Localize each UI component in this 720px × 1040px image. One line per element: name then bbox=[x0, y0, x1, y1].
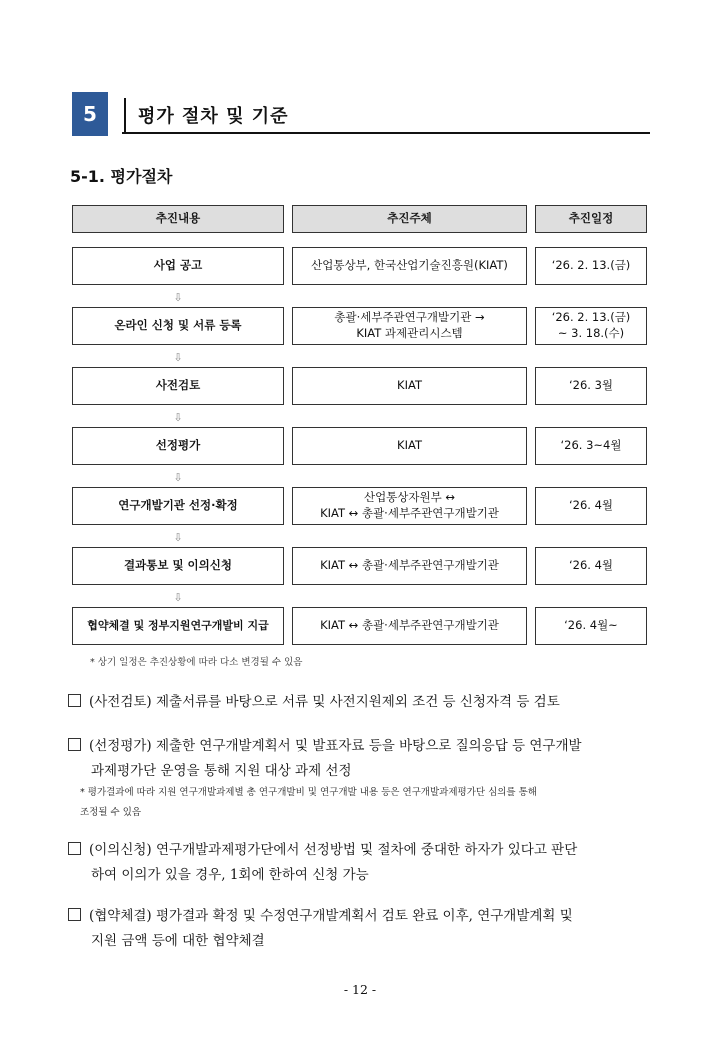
section-divider-bar bbox=[124, 98, 126, 132]
checkbox-bullet-icon bbox=[68, 908, 81, 921]
flow-down-arrow-icon: ⇩ bbox=[173, 470, 183, 484]
checkbox-bullet-icon bbox=[68, 738, 81, 751]
table-row-content: 사전검토 bbox=[72, 367, 284, 405]
paragraph-line: (사전검토) 제출서류를 바탕으로 서류 및 사전지원제외 조건 등 신청자격 등 검토 bbox=[89, 694, 560, 710]
footnote-line: * 평가결과에 따라 지원 연구개발과제별 총 연구개발비 및 연구개발 내용 등은 연구개발과제평가단 심의를 통해 bbox=[80, 787, 537, 798]
schedule-line: ~ 3. 18.(수) bbox=[557, 326, 625, 340]
bullet-paragraph bbox=[68, 734, 658, 784]
agent-line: KIAT bbox=[397, 378, 422, 393]
table-row-agent bbox=[292, 367, 527, 405]
flow-down-arrow-icon: ⇩ bbox=[173, 590, 183, 604]
paragraph-line: (이의신청) 연구개발과제평가단에서 선정방법 및 절차에 중대한 하자가 있다고 판단 bbox=[89, 842, 578, 858]
table-row-agent bbox=[292, 547, 527, 585]
agent-line: KIAT ↔ 총괄·세부주관연구개발기관 bbox=[320, 506, 499, 520]
table-row-content: 온라인 신청 및 서류 등록 bbox=[72, 307, 284, 345]
table-row-schedule bbox=[535, 487, 647, 525]
table-header-schedule: 추진일정 bbox=[535, 205, 647, 233]
schedule-line: ‘26. 2. 13.(금) bbox=[551, 258, 631, 273]
agent-line: KIAT bbox=[397, 438, 422, 453]
table-header-agent: 추진주체 bbox=[292, 205, 527, 233]
table-row-schedule bbox=[535, 607, 647, 645]
agent-line: 산업통상자원부 ↔ bbox=[363, 490, 456, 505]
bullet-paragraph bbox=[68, 690, 658, 715]
schedule-line: ‘26. 4월 bbox=[568, 558, 614, 573]
table-row-content: 연구개발기관 선정·확정 bbox=[72, 487, 284, 525]
flow-down-arrow-icon: ⇩ bbox=[173, 290, 183, 304]
agent-line: 산업통상부, 한국산업기술진흥원(KIAT) bbox=[311, 258, 508, 273]
subsection-title: 5-1. 평가절차 bbox=[70, 167, 173, 186]
flow-down-arrow-icon: ⇩ bbox=[173, 410, 183, 424]
paragraph-line: 하여 이의가 있을 경우, 1회에 한하여 신청 가능 bbox=[91, 867, 369, 883]
section-title: 평가 절차 및 기준 bbox=[138, 106, 289, 127]
checkbox-bullet-icon bbox=[68, 842, 81, 855]
table-row-schedule bbox=[535, 367, 647, 405]
schedule-line: ‘26. 4월 bbox=[568, 498, 614, 513]
agent-line: 총괄·세부주관연구개발기관 → bbox=[334, 310, 485, 325]
table-row-agent bbox=[292, 307, 527, 345]
paragraph-line: 과제평가단 운영을 통해 지원 대상 과제 선정 bbox=[91, 763, 352, 779]
bullet-paragraph bbox=[68, 838, 658, 888]
agent-line: KIAT ↔ 총괄·세부주관연구개발기관 bbox=[320, 618, 499, 633]
table-row-content: 결과통보 및 이의신청 bbox=[72, 547, 284, 585]
schedule-line: ‘26. 3월 bbox=[568, 378, 614, 393]
schedule-line: ‘26. 2. 13.(금) bbox=[551, 310, 631, 325]
flow-down-arrow-icon: ⇩ bbox=[173, 350, 183, 364]
schedule-note: * 상기 일정은 추진상황에 따라 다소 변경될 수 있음 bbox=[90, 657, 303, 668]
section-number-badge: 5 bbox=[72, 92, 108, 136]
table-row-schedule bbox=[535, 427, 647, 465]
table-row-agent bbox=[292, 607, 527, 645]
checkbox-bullet-icon bbox=[68, 694, 81, 707]
section-underline bbox=[122, 132, 650, 134]
table-header-content: 추진내용 bbox=[72, 205, 284, 233]
agent-line: KIAT ↔ 총괄·세부주관연구개발기관 bbox=[320, 558, 499, 573]
schedule-line: ‘26. 4월~ bbox=[564, 618, 618, 633]
paragraph-line: (선정평가) 제출한 연구개발계획서 및 발표자료 등을 바탕으로 질의응답 등 연구개발 bbox=[89, 738, 582, 754]
flow-down-arrow-icon: ⇩ bbox=[173, 530, 183, 544]
table-row-schedule bbox=[535, 247, 647, 285]
schedule-line: ‘26. 3~4월 bbox=[560, 438, 622, 453]
footnote-line: 조정될 수 있음 bbox=[80, 807, 142, 818]
table-row-agent bbox=[292, 487, 527, 525]
table-row-schedule bbox=[535, 547, 647, 585]
paragraph-line: (협약체결) 평가결과 확정 및 수정연구개발계획서 검토 완료 이후, 연구개발계획 및 bbox=[89, 908, 573, 924]
table-row-agent bbox=[292, 427, 527, 465]
footnote bbox=[80, 783, 660, 823]
agent-line: KIAT 과제관리시스템 bbox=[356, 326, 463, 340]
table-row-schedule bbox=[535, 307, 647, 345]
bullet-paragraph bbox=[68, 904, 658, 954]
page-number: - 12 - bbox=[343, 982, 377, 997]
table-row-content: 선정평가 bbox=[72, 427, 284, 465]
table-row-agent bbox=[292, 247, 527, 285]
table-row-content: 협약체결 및 정부지원연구개발비 지급 bbox=[72, 607, 284, 645]
paragraph-line: 지원 금액 등에 대한 협약체결 bbox=[91, 933, 265, 949]
table-row-content: 사업 공고 bbox=[72, 247, 284, 285]
